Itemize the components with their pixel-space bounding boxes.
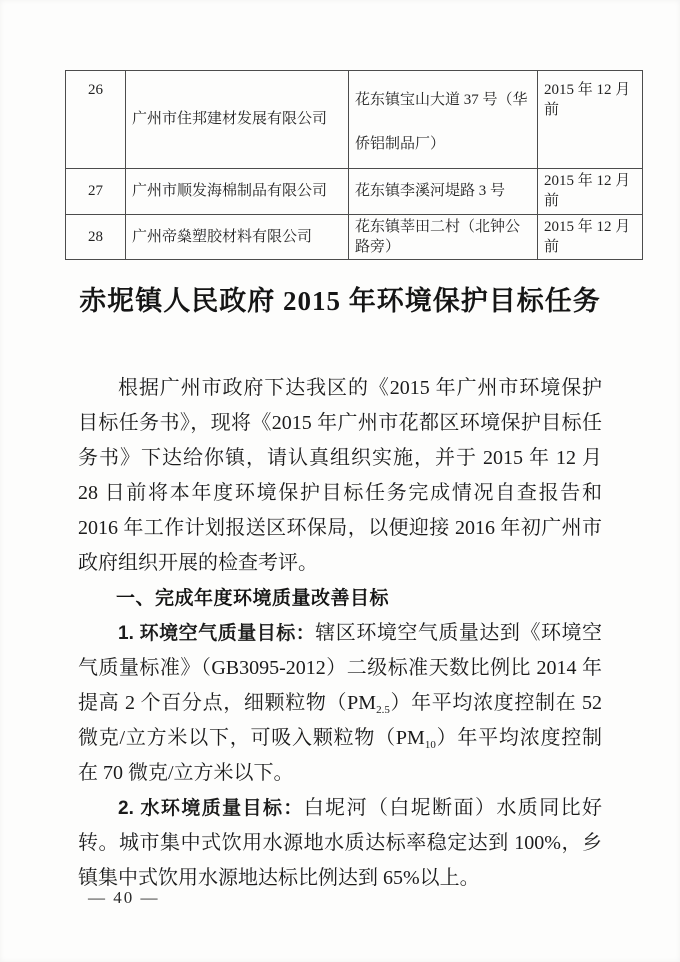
table-row bbox=[66, 71, 643, 169]
company-regulation-table bbox=[65, 70, 643, 260]
water-quality-text: 白坭河（白坭断面）水质同比好转。城市集中式饮用水源地水质达标率稳定达到 100%，乡镇集中式饮用水源地达标比例达到 65%以上。 bbox=[78, 797, 603, 889]
water-quality-item bbox=[78, 791, 602, 896]
document-body bbox=[78, 371, 602, 896]
document-title: 赤坭镇人民政府 2015 年环境保护目标任务 bbox=[79, 286, 601, 316]
water-quality-lead: 2. 水环境质量目标： bbox=[118, 798, 304, 819]
section-heading-1: 一、完成年度环境质量改善目标 bbox=[116, 588, 390, 609]
air-quality-text-b: ）年平均浓度控制在 52 微克/立方米以下，可吸入颗粒物（PM bbox=[78, 692, 603, 749]
air-quality-lead: 1. 环境空气质量目标： bbox=[118, 623, 316, 644]
pm10-subscript: 10 bbox=[424, 739, 436, 751]
air-quality-text-c: ）年平均浓度控制在 70 微克/立方米以下。 bbox=[78, 727, 603, 784]
intro-paragraph: 根据广州市政府下达我区的《2015 年广州市环境保护目标任务书》，现将《2015 年广州市花都区环境保护目标任务书》下达给你镇，请认真组织实施，并于 2015 年 12 月 28 日前将本年度环境保护目标任务完成情况自查报告和 2016 年工作计划报送区环保局，以便迎接 2016 年初广州市政府组织开展的检查考评。 bbox=[78, 377, 602, 574]
company-name-cell: 广州市住邦建材发展有限公司 bbox=[126, 71, 349, 169]
air-quality-text-a: 辖区环境空气质量达到《环境空气质量标准》（GB3095-2012）二级标准天数比例比 2014 年提高 2 个百分点，细颗粒物（PM bbox=[78, 622, 602, 714]
company-name-cell: 广州帝燊塑胶材料有限公司 bbox=[126, 214, 349, 260]
table-row bbox=[66, 214, 643, 260]
table-row bbox=[66, 169, 643, 215]
row-number-cell: 27 bbox=[66, 169, 126, 215]
deadline-cell: 2015 年 12 月前 bbox=[538, 214, 643, 260]
pm25-subscript: 2.5 bbox=[376, 704, 390, 716]
deadline-cell: 2015 年 12 月前 bbox=[538, 71, 643, 169]
row-number-cell: 26 bbox=[66, 71, 126, 169]
air-quality-item bbox=[78, 616, 602, 791]
address-cell: 花东镇宝山大道 37 号（华侨铝制品厂） bbox=[349, 71, 538, 169]
company-name-cell: 广州市顺发海棉制品有限公司 bbox=[126, 169, 349, 215]
deadline-cell: 2015 年 12 月前 bbox=[538, 169, 643, 215]
address-cell: 花东镇莘田二村（北钟公路旁） bbox=[349, 214, 538, 260]
page-number: — 40 — bbox=[88, 888, 160, 907]
address-cell: 花东镇李溪河堤路 3 号 bbox=[349, 169, 538, 215]
row-number-cell: 28 bbox=[66, 214, 126, 260]
